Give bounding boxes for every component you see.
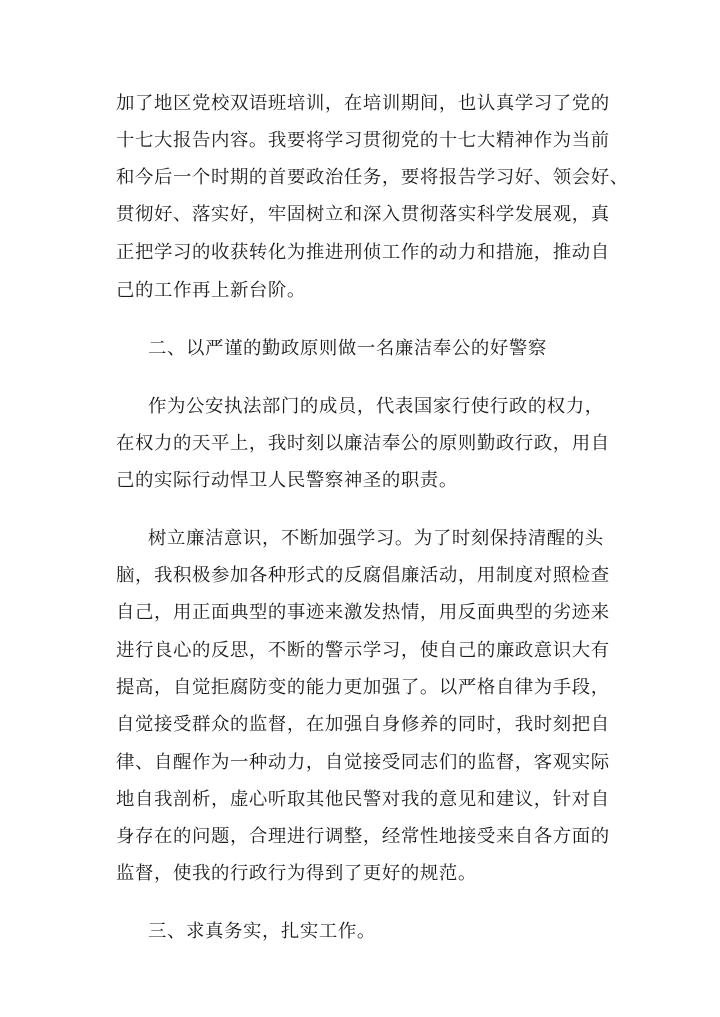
paragraph-line: 正把学习的收获转化为推进刑侦工作的动力和措施，推动自 xyxy=(116,242,610,263)
paragraph-line: 己的工作再上新台阶。 xyxy=(116,280,306,301)
paragraph-line: 作为公安执法部门的成员，代表国家行使行政的权力， xyxy=(148,396,604,417)
paragraph-line: 贯彻好、落实好，牢固树立和深入贯彻落实科学发展观，真 xyxy=(116,204,610,225)
section-heading: 三、求真务实，扎实工作。 xyxy=(148,921,376,942)
paragraph-line: 提高，自觉拒腐防变的能力更加强了。以严格自律为手段， xyxy=(116,677,610,698)
paragraph-line: 和今后一个时期的首要政治任务，要将报告学习好、领会好、 xyxy=(116,167,629,188)
paragraph-line: 律、自醒作为一种动力，自觉接受同志们的监督，客观实际 xyxy=(116,752,610,773)
paragraph-line: 十七大报告内容。我要将学习贯彻党的十七大精神作为当前 xyxy=(116,130,610,151)
paragraph-line: 地自我剖析，虚心听取其他民警对我的意见和建议，针对自 xyxy=(116,789,610,810)
paragraph-line: 自觉接受群众的监督，在加强自身修养的同时，我时刻把自 xyxy=(116,714,610,735)
paragraph-line: 自己，用正面典型的事迹来激发热情，用反面典型的劣迹来 xyxy=(116,602,610,623)
section-heading: 二、以严谨的勤政原则做一名廉洁奉公的好警察 xyxy=(148,338,547,359)
paragraph-line: 加了地区党校双语班培训，在培训期间，也认真学习了党的 xyxy=(116,93,610,114)
paragraph-line: 脑，我积极参加各种形式的反腐倡廉活动，用制度对照检查 xyxy=(116,565,610,586)
paragraph-line: 进行良心的反思，不断的警示学习，使自己的廉政意识大有 xyxy=(116,640,610,661)
paragraph-line: 己的实际行动悍卫人民警察神圣的职责。 xyxy=(116,470,458,491)
paragraph-line: 身存在的问题，合理进行调整，经常性地接受来自各方面的 xyxy=(116,826,610,847)
paragraph-line: 在权力的天平上，我时刻以廉洁奉公的原则勤政行政，用自 xyxy=(116,433,610,454)
paragraph-line: 树立廉洁意识，不断加强学习。为了时刻保持清醒的头 xyxy=(148,528,604,549)
paragraph-line: 监督，使我的行政行为得到了更好的规范。 xyxy=(116,863,477,884)
